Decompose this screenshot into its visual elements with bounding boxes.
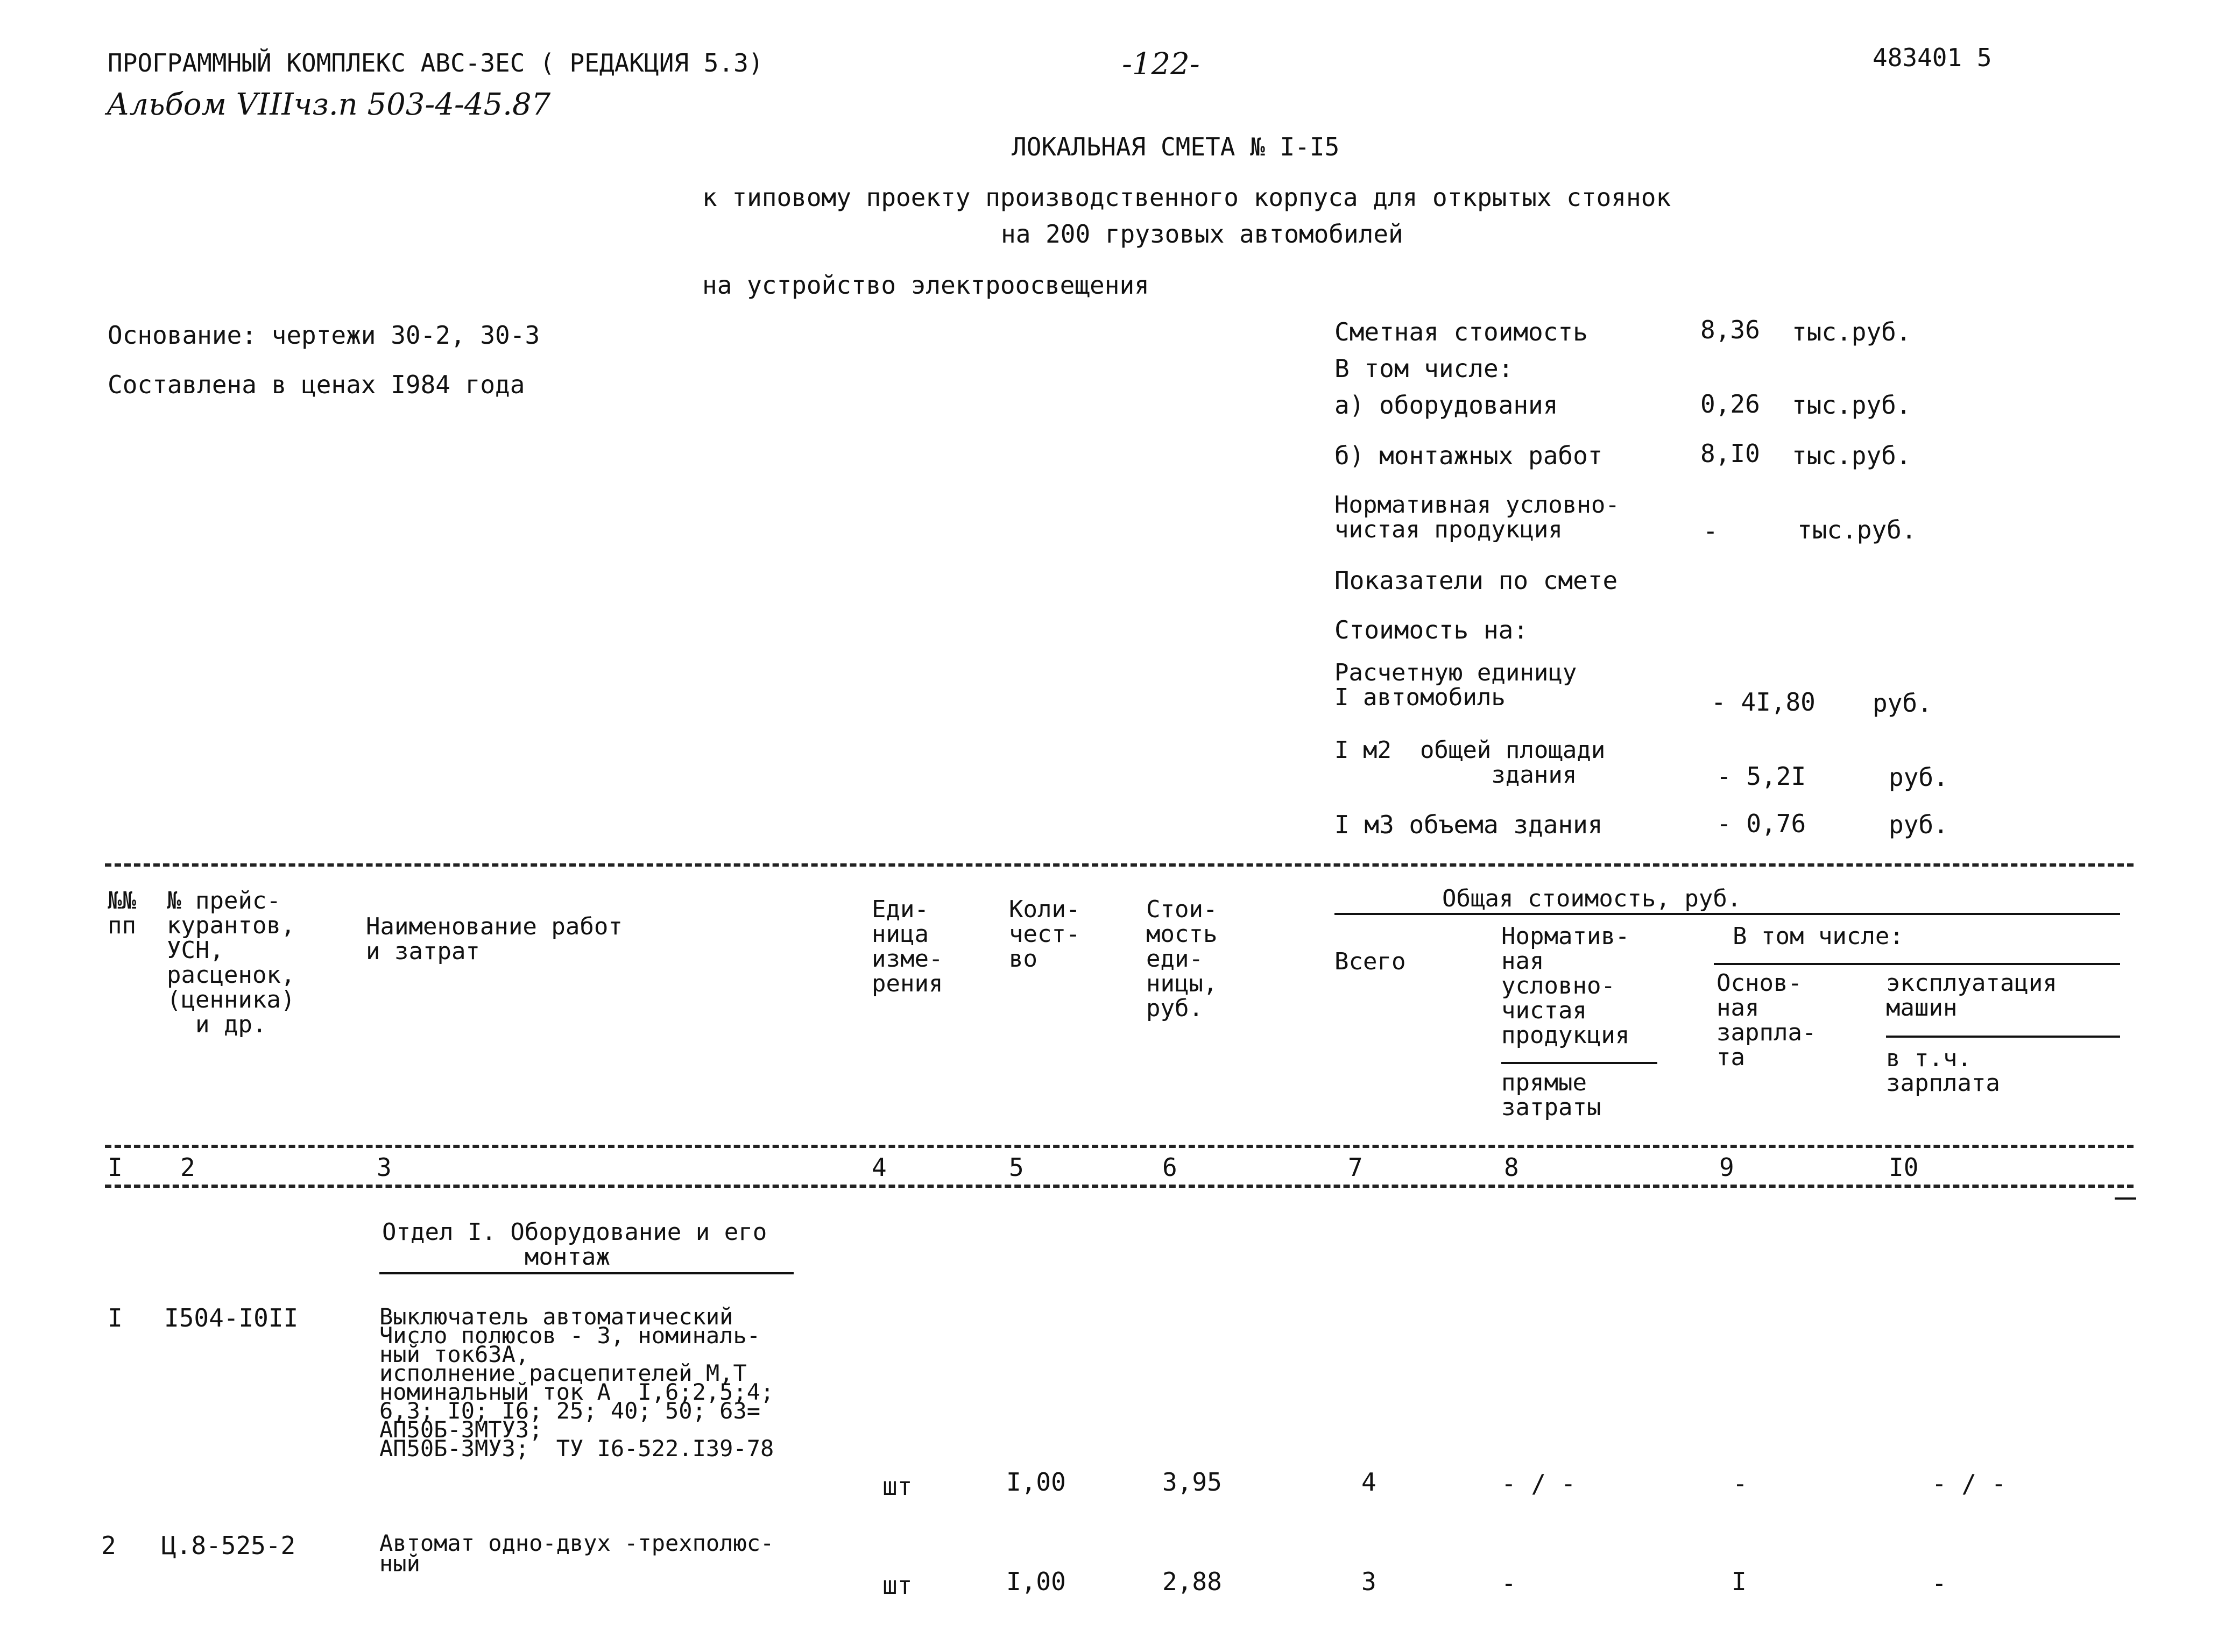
estimated-cost-label: Сметная стоимость [1334, 317, 1588, 346]
row-unit-price: 3,95 [1162, 1467, 1222, 1497]
equipment-value: 0,26 [1700, 389, 1760, 419]
header-col4: Еди- ница изме- рения [872, 896, 943, 997]
estimate-title: ЛОКАЛЬНАЯ СМЕТА № I-I5 [1012, 132, 1340, 161]
unit-thousand-rub: тыс.руб. [1797, 515, 1917, 544]
unit-thousand-rub: тыс.руб. [1792, 391, 1911, 420]
row-code: Ц.8-525-2 [161, 1531, 296, 1560]
basis-drawings: Основание: чертежи 30-2, 30-3 [108, 321, 540, 350]
installation-value: 8,I0 [1700, 439, 1760, 468]
normative-label: Нормативная условно- чистая продукция [1334, 491, 1620, 543]
header-col10-sub: в т.ч. зарплата [1886, 1045, 2000, 1097]
including-label: В том числе: [1334, 354, 1514, 383]
header-total-cost: Общая стоимость, руб. [1442, 885, 1742, 912]
header-col8: Норматив- ная условно- чистая продукция [1501, 923, 1630, 1049]
row-unit-price: 2,88 [1162, 1567, 1222, 1596]
column-number: I [108, 1153, 123, 1182]
column-number: 6 [1162, 1153, 1177, 1182]
row-name: Выключатель автоматический Число полюсов - 3, номиналь- ный ток63А, исполнение расцепителей М,Т номинальный ток А I,6;2,5;4; 6,3; I0; I6; 25; 40; 50; 63= АП50Б-3МТУ3; АП50Б-3МУ3; ТУ I6-522.I39-78 [379, 1303, 774, 1462]
column-number: 5 [1009, 1153, 1024, 1182]
unit-thousand-rub: тыс.руб. [1792, 317, 1911, 346]
estimate-subtitle-line2: на 200 грузовых автомобилей [1001, 219, 1403, 249]
row-code: I504-I0II [164, 1303, 299, 1332]
column-number: 3 [377, 1153, 392, 1182]
machines-rule [1886, 1036, 2120, 1038]
column-number: 2 [180, 1153, 195, 1182]
row-machines: - [1932, 1569, 1947, 1598]
row-name: Автомат одно-двух -трехполюс- ный [379, 1530, 774, 1577]
row-salary: - [1733, 1469, 1748, 1498]
indicators-label: Показатели по смете [1334, 566, 1618, 595]
column-number: 7 [1348, 1153, 1363, 1182]
unit-thousand-rub: тыс.руб. [1792, 441, 1911, 470]
estimate-subtitle-line1: к типовому проекту производственного корпуса для открытых стоянок [702, 183, 1671, 212]
including-rule [1714, 963, 2120, 965]
row-total: 4 [1361, 1467, 1376, 1497]
volume-indicator-value: - 0,76 [1717, 809, 1806, 838]
header-including: В том числе: [1733, 923, 1904, 950]
row-quantity: I,00 [1006, 1467, 1066, 1497]
row-quantity: I,00 [1006, 1567, 1066, 1596]
rule-tick [2115, 1197, 2136, 1200]
header-col9: Основ- ная зарпла- та [1717, 969, 1817, 1071]
row-number: I [108, 1303, 123, 1332]
row-total: 3 [1361, 1567, 1376, 1596]
header-col6: Стои- мость еди- ницы, руб. [1146, 896, 1218, 1022]
album-note: Альбом VIIIчз.п 503-4-45.87 [107, 87, 551, 122]
calc-unit-label: Расчетную единицу I автомобиль [1334, 659, 1577, 711]
rub-unit: руб. [1889, 810, 1948, 839]
estimate-purpose: на устройство электроосвещения [702, 271, 1149, 300]
header-col2: № прейс- курантов, УСН, расценок, (ценника) и др. [167, 887, 295, 1038]
section-underline [379, 1272, 794, 1274]
rub-unit: руб. [1873, 689, 1932, 718]
column-number: I0 [1889, 1153, 1919, 1182]
row-unit: шт [882, 1472, 913, 1501]
page-number: -122- [1122, 47, 1200, 82]
program-header: ПРОГРАММНЫЙ КОМПЛЕКС АВС-ЗЕС ( РЕДАКЦИЯ 5.3) [108, 48, 764, 77]
header-col8-sub: прямые затраты [1501, 1069, 1601, 1121]
total-cost-rule [1334, 913, 2120, 915]
column-number: 9 [1719, 1153, 1734, 1182]
rub-unit: руб. [1889, 763, 1948, 792]
table-top-rule [105, 863, 2134, 867]
row-machines: - / - [1932, 1469, 2007, 1498]
header-col10: эксплуатация машин [1886, 969, 2057, 1022]
basis-prices: Составлена в ценах I984 года [108, 370, 525, 399]
column-number: 4 [872, 1153, 887, 1182]
row-unit: шт [882, 1571, 913, 1600]
volume-indicator-label: I м3 объема здания [1334, 810, 1603, 839]
document-code: 483401 5 [1873, 43, 1992, 72]
normative-value: - [1703, 516, 1718, 545]
header-col7: Всего [1334, 948, 1406, 975]
cost-per-label: Стоимость на: [1334, 615, 1529, 644]
calc-unit-value: - 4I,80 [1711, 687, 1816, 717]
header-col1: №№ пп [108, 887, 136, 939]
row-number: 2 [101, 1531, 116, 1560]
equipment-label: а) оборудования [1334, 391, 1558, 420]
estimated-cost-value: 8,36 [1700, 315, 1760, 344]
area-indicator-label: I м2 общей площади здания [1334, 736, 1606, 789]
header-col3: Наименование работ и затрат [366, 913, 623, 965]
row-salary: I [1732, 1567, 1747, 1596]
row-normative: - / - [1501, 1469, 1576, 1498]
header-bottom-rule [105, 1145, 2134, 1148]
header-col5: Коли- чест- во [1009, 896, 1080, 973]
area-indicator-value: - 5,2I [1717, 762, 1806, 791]
normative-rule [1501, 1062, 1657, 1064]
section-title: Отдел I. Оборудование и его монтаж [382, 1218, 767, 1271]
column-numbers-rule [105, 1185, 2134, 1188]
row-normative: - [1501, 1569, 1516, 1598]
installation-label: б) монтажных работ [1334, 441, 1603, 470]
column-number: 8 [1504, 1153, 1519, 1182]
